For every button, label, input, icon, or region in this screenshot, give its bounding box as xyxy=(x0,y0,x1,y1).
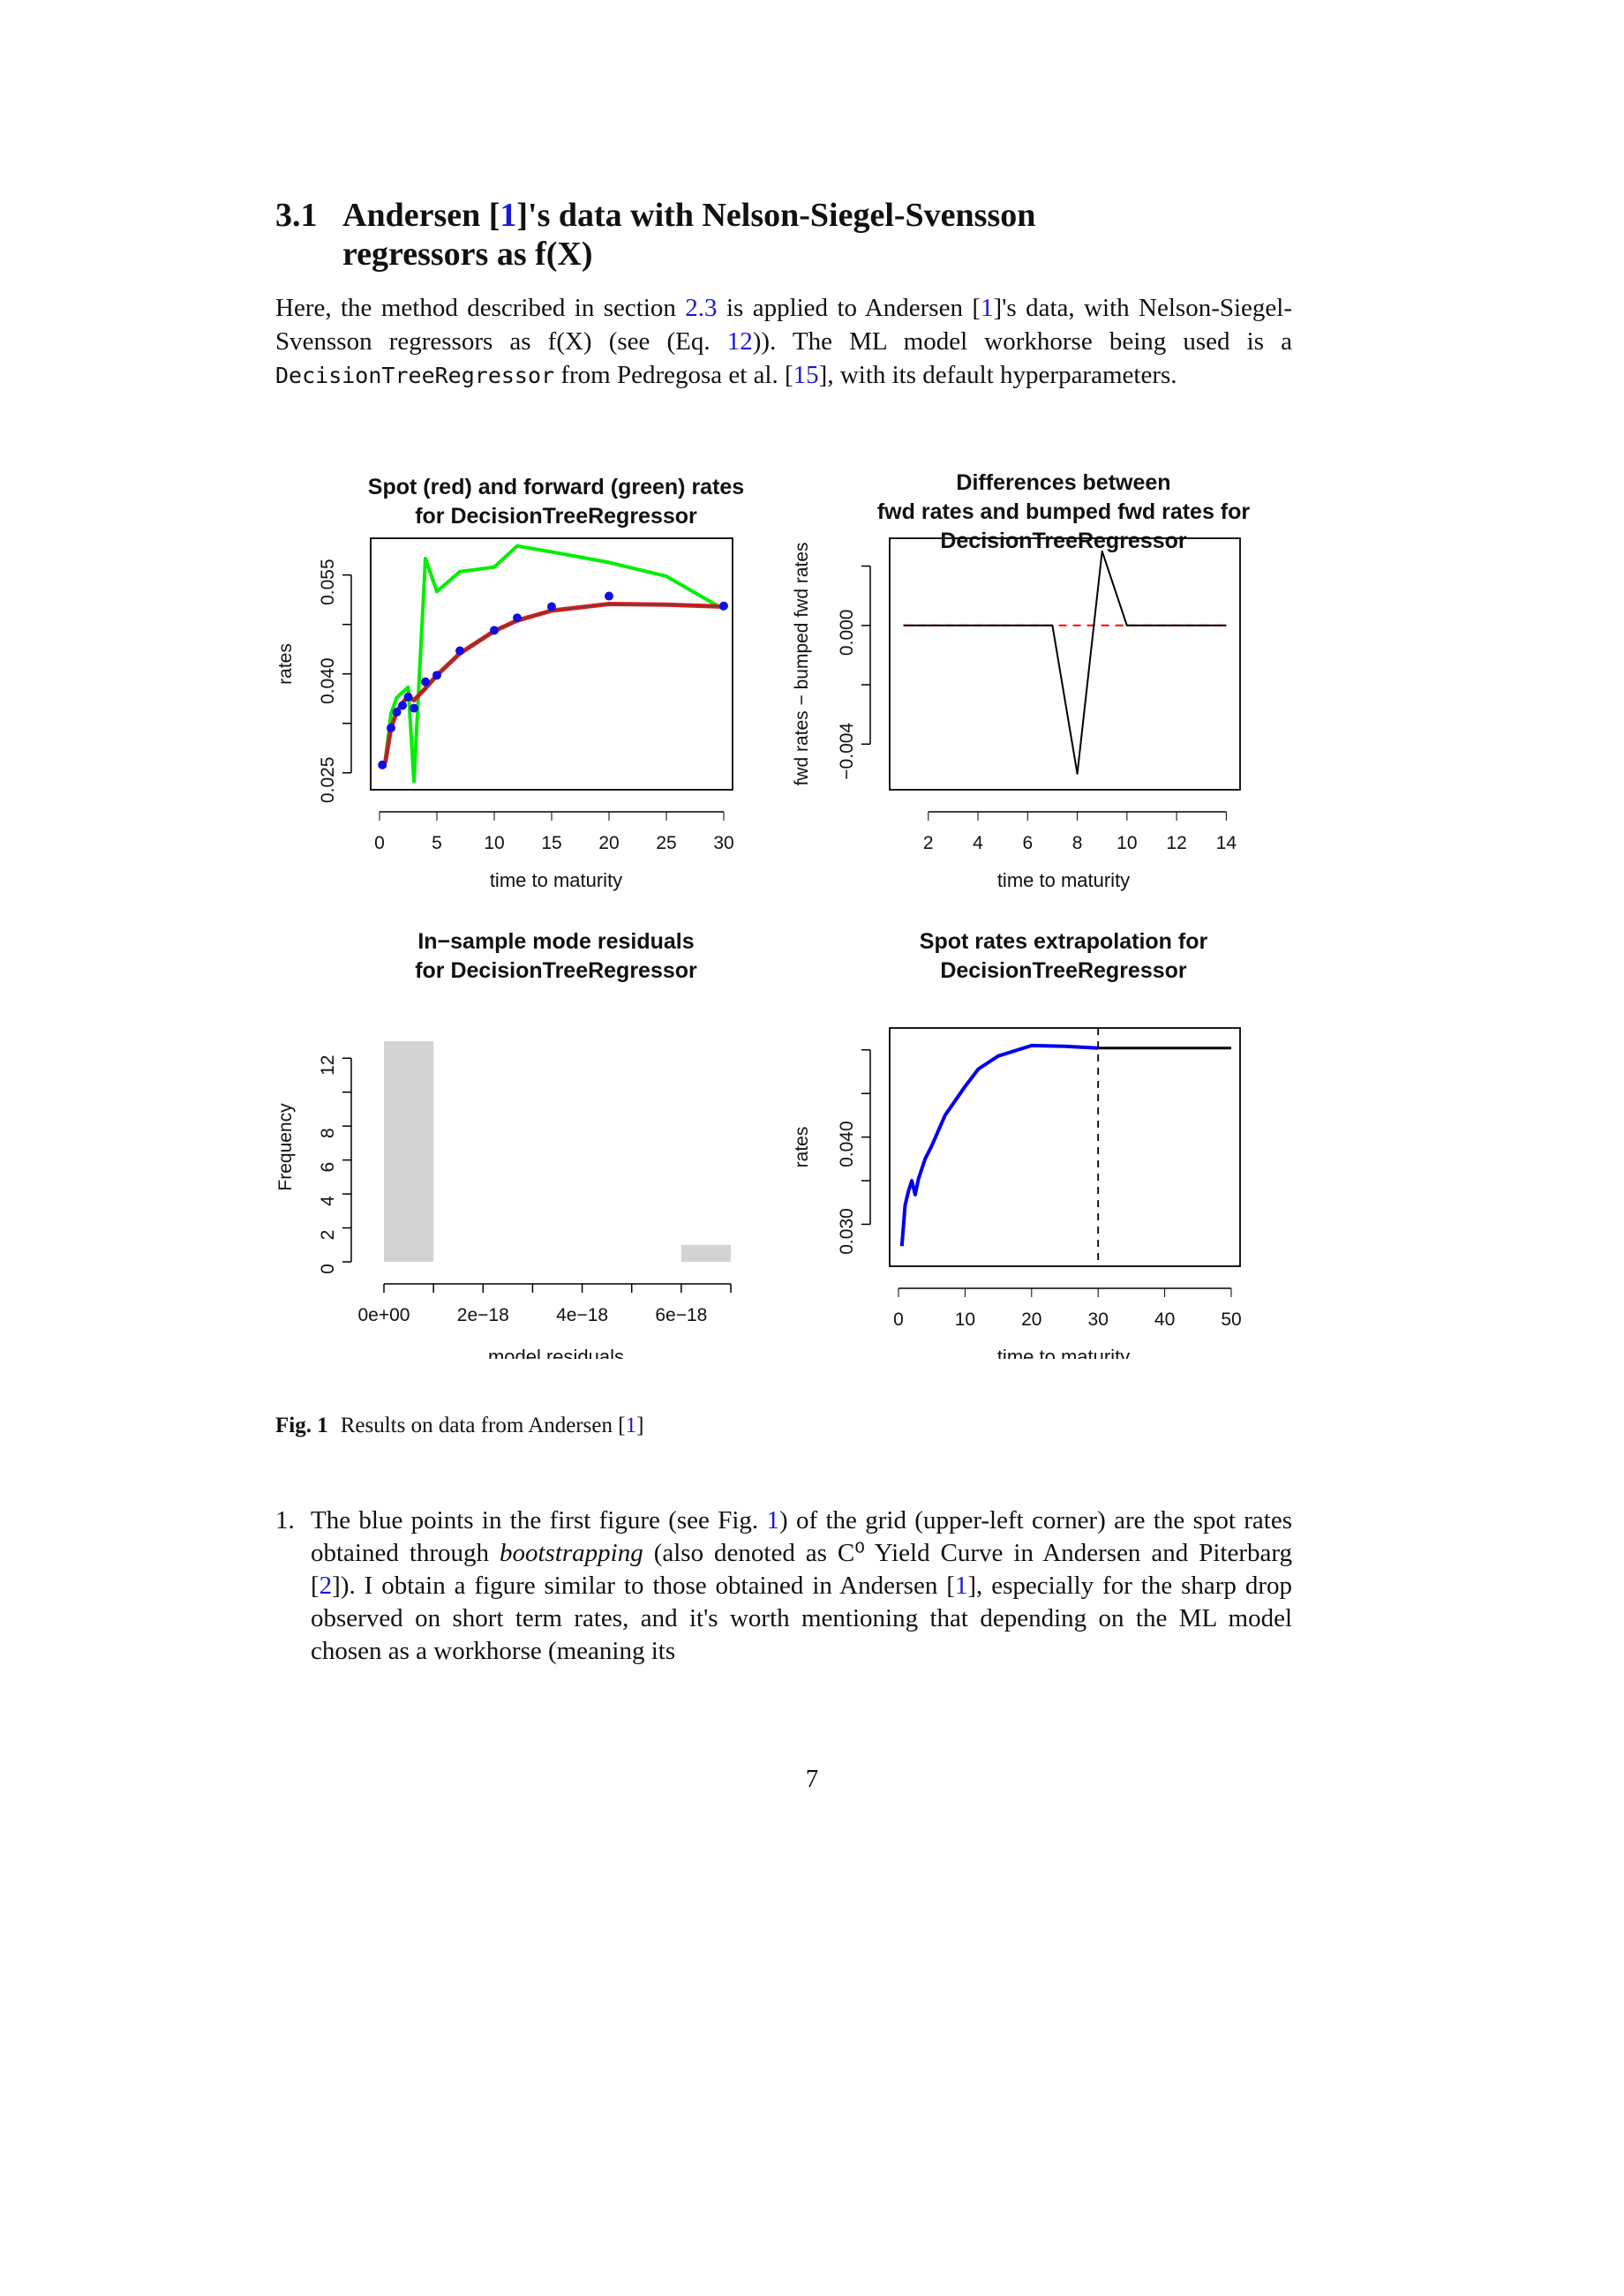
bootstrap-point xyxy=(513,613,522,622)
x-tick-label: 30 xyxy=(1087,1309,1109,1330)
x-tick-label: 40 xyxy=(1154,1309,1176,1330)
y-axis-label: rates xyxy=(792,1126,812,1168)
x-tick-label: 12 xyxy=(1166,833,1187,853)
x-tick-label: 0 xyxy=(893,1309,904,1330)
y-tick-label: 0.030 xyxy=(837,1208,857,1255)
x-tick-label: 2 xyxy=(922,833,934,853)
y-tick-label: −0.004 xyxy=(837,722,857,780)
list-marker: 1. xyxy=(275,1506,295,1534)
citation-link[interactable]: 1 xyxy=(500,197,517,234)
x-tick-label: 0 xyxy=(374,833,385,853)
y-tick-label: 12 xyxy=(318,1054,338,1076)
citation-link[interactable]: 1 xyxy=(625,1414,637,1437)
figure-ref-link[interactable]: 1 xyxy=(766,1506,779,1534)
x-axis-label: time to maturity xyxy=(996,869,1131,891)
figure-grid xyxy=(265,459,1306,1359)
chart-title: for DecisionTreeRegressor xyxy=(415,504,697,529)
citation-link[interactable]: 1 xyxy=(981,294,994,322)
equation-ref-link[interactable]: 12 xyxy=(726,327,753,356)
bootstrap-point xyxy=(490,626,499,634)
bootstrap-point xyxy=(410,704,418,713)
y-axis-label: Frequency xyxy=(275,1103,296,1191)
x-tick-label: 20 xyxy=(598,833,620,853)
bootstrap-point xyxy=(547,602,556,611)
fitted-spot-line xyxy=(902,1046,1098,1246)
emphasis: bootstrapping xyxy=(500,1539,643,1567)
y-tick-label: 8 xyxy=(318,1128,338,1138)
figure-svg xyxy=(265,459,1306,1359)
forward-rate-line xyxy=(386,546,725,782)
plot-frame xyxy=(890,538,1240,790)
spot-rate-line xyxy=(386,604,725,763)
x-tick-label: 10 xyxy=(484,833,505,853)
x-tick-label: 6e−18 xyxy=(655,1305,708,1325)
spot-rate-outline xyxy=(386,604,725,763)
chart-title: Spot rates extrapolation for xyxy=(919,929,1208,954)
section-heading: 3.1 Andersen [1]'s data with Nelson-Siegel-Svensson regressors as f(X) xyxy=(275,197,1036,273)
x-tick-label: 14 xyxy=(1215,833,1237,853)
x-tick-label: 4e−18 xyxy=(556,1305,609,1325)
plot-frame xyxy=(890,1028,1240,1266)
citation-link[interactable]: 2 xyxy=(319,1572,333,1600)
histogram-bar xyxy=(681,1245,731,1262)
citation-link[interactable]: 15 xyxy=(793,361,819,389)
chart-title: Differences between xyxy=(956,470,1171,495)
bootstrap-point xyxy=(455,647,464,656)
x-tick-label: 8 xyxy=(1071,833,1083,853)
y-tick-label: 0.040 xyxy=(837,1121,857,1167)
y-tick-label: 6 xyxy=(318,1161,338,1173)
y-tick-label: 2 xyxy=(318,1229,338,1241)
chart-title: In−sample mode residuals xyxy=(417,929,695,954)
code-inline: DecisionTreeRegressor xyxy=(275,363,555,388)
bootstrap-point xyxy=(421,678,430,687)
y-tick-label: 0.000 xyxy=(837,609,857,657)
chart-title: fwd rates and bumped fwd rates for xyxy=(876,499,1251,524)
x-axis-label: time to maturity xyxy=(996,1346,1131,1359)
x-tick-label: 5 xyxy=(432,833,442,853)
list-item-body: The blue points in the first figure (see Fig. 1) of the grid (upper-left corner) are the spot rates obtained through bootstrapping (also denoted as C⁰ Yield Curve in Andersen and Piterbarg [2]). I obtain a figure similar to those obtained in Andersen [1], especially for the sharp drop observed on short term rates, and it's worth mentioning that depending on the ML model chosen as a workhorse (meaning its xyxy=(311,1506,1293,1665)
bootstrap-point xyxy=(398,702,407,710)
x-tick-label: 25 xyxy=(656,833,677,853)
citation-link[interactable]: 1 xyxy=(954,1572,968,1600)
x-tick-label: 15 xyxy=(541,833,562,853)
page-number: 7 xyxy=(805,1765,819,1793)
section-ref-link[interactable]: 2.3 xyxy=(685,294,718,322)
histogram-bar xyxy=(384,1041,433,1262)
y-tick-label: 0 xyxy=(318,1264,338,1274)
x-tick-label: 2e−18 xyxy=(456,1305,509,1325)
x-tick-label: 10 xyxy=(1116,833,1138,853)
x-tick-label: 6 xyxy=(1022,833,1034,853)
y-tick-label: 0.040 xyxy=(318,657,338,704)
bootstrap-point xyxy=(605,592,613,601)
bootstrap-point xyxy=(432,671,441,679)
x-tick-label: 20 xyxy=(1021,1309,1042,1330)
x-tick-label: 50 xyxy=(1221,1309,1242,1330)
y-tick-label: 4 xyxy=(318,1196,338,1206)
bootstrap-point xyxy=(387,724,395,732)
x-tick-label: 30 xyxy=(713,833,734,853)
bootstrap-point xyxy=(719,602,728,611)
y-axis-label: fwd rates − bumped fwd rates xyxy=(792,542,812,786)
difference-line xyxy=(904,551,1227,774)
chart-title: DecisionTreeRegressor xyxy=(940,529,1187,553)
x-axis-label: time to maturity xyxy=(489,869,623,891)
x-tick-label: 0e+00 xyxy=(357,1305,410,1325)
chart-title: Spot (red) and forward (green) rates xyxy=(367,475,745,499)
bootstrap-point xyxy=(404,693,413,702)
chart-title: DecisionTreeRegressor xyxy=(940,958,1187,983)
x-tick-label: 4 xyxy=(973,833,983,853)
y-tick-label: 0.055 xyxy=(318,559,338,605)
numbered-list-item xyxy=(275,1504,1292,1668)
section-number: 3.1 xyxy=(275,197,318,234)
y-tick-label: 0.025 xyxy=(318,756,338,804)
bootstrap-point xyxy=(378,761,387,769)
caption-label: Fig. 1 xyxy=(275,1414,328,1437)
y-axis-label: rates xyxy=(275,643,296,685)
x-tick-label: 10 xyxy=(954,1309,976,1330)
x-axis-label: model residuals xyxy=(487,1346,625,1359)
intro-paragraph: Here, the method described in section 2.3 is applied to Andersen [1]'s data, with Nelson-Siegel-Svensson regressors as f(X) (see (Eq. 12)). The ML model workhorse being used is a DecisionTreeRegressor from Pedregosa et al. [15], with its default hyperparameters. xyxy=(275,294,1292,389)
chart-title: for DecisionTreeRegressor xyxy=(415,958,697,983)
figure-caption: Fig. 1 Results on data from Andersen [1] xyxy=(275,1414,644,1437)
